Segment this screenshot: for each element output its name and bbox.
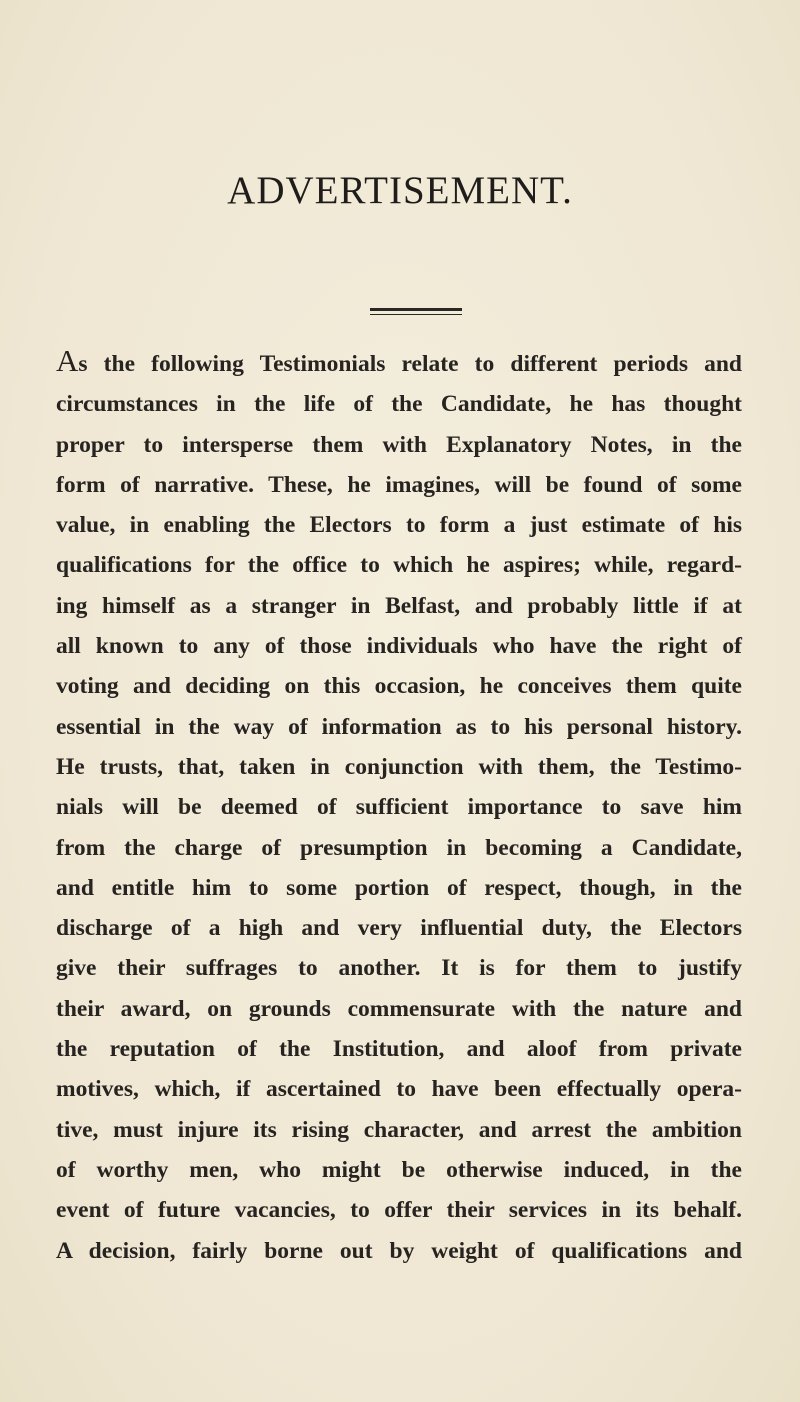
paragraph-line: motives, which, if ascertained to have been effectually opera- (56, 1076, 742, 1103)
paragraph-line: proper to intersperse them with Explanatory Notes, in the (56, 431, 742, 458)
paragraph-line: all known to any of those individuals who have the right of (56, 633, 742, 660)
paragraph-line: circumstances in the life of the Candidate, he has thought (56, 391, 742, 418)
paragraph-line: event of future vacancies, to offer their services in its behalf. (56, 1197, 742, 1224)
paragraph-line: of worthy men, who might be otherwise induced, in the (56, 1156, 742, 1183)
paragraph-line: tive, must injure its rising character, and arrest the ambition (56, 1116, 742, 1143)
paragraph-line: essential in the way of information as to his personal history. (56, 713, 742, 740)
paragraph-line: give their suffrages to another. It is for them to justify (56, 955, 742, 982)
paragraph-line: and entitle him to some portion of respect, though, in the (56, 874, 742, 901)
paragraph-line: form of narrative. These, he imagines, will be found of some (56, 471, 742, 498)
first-line-text: s the following Testimonials relate to different periods and (78, 351, 742, 377)
paragraph-line: nials will be deemed of sufficient importance to save him (56, 794, 742, 821)
paragraph-line: ing himself as a stranger in Belfast, and probably little if at (56, 592, 742, 619)
paragraph-line: voting and deciding on this occasion, he conceives them quite (56, 673, 742, 700)
paragraph-line: from the charge of presumption in becoming a Candidate, (56, 834, 742, 861)
paragraph-line: discharge of a high and very influential duty, the Electors (56, 915, 742, 942)
drop-cap: A (56, 343, 79, 378)
paragraph-line: qualifications for the office to which he aspires; while, regard- (56, 552, 742, 579)
title-rule-thick (370, 308, 462, 311)
paragraph-line (56, 344, 742, 384)
paragraph-line: their award, on grounds commensurate with the nature and (56, 995, 742, 1022)
paragraph-line: A decision, fairly borne out by weight of qualifications and (56, 1237, 742, 1264)
paragraph-line: the reputation of the Institution, and aloof from private (56, 1036, 742, 1063)
title-rule-thin (370, 314, 462, 315)
paragraph-line: value, in enabling the Electors to form a just estimate of his (56, 512, 742, 539)
advertisement-paragraph (56, 344, 742, 1271)
paragraph-line: He trusts, that, taken in conjunction with them, the Testimo- (56, 753, 742, 780)
page-title: ADVERTISEMENT. (227, 169, 573, 212)
